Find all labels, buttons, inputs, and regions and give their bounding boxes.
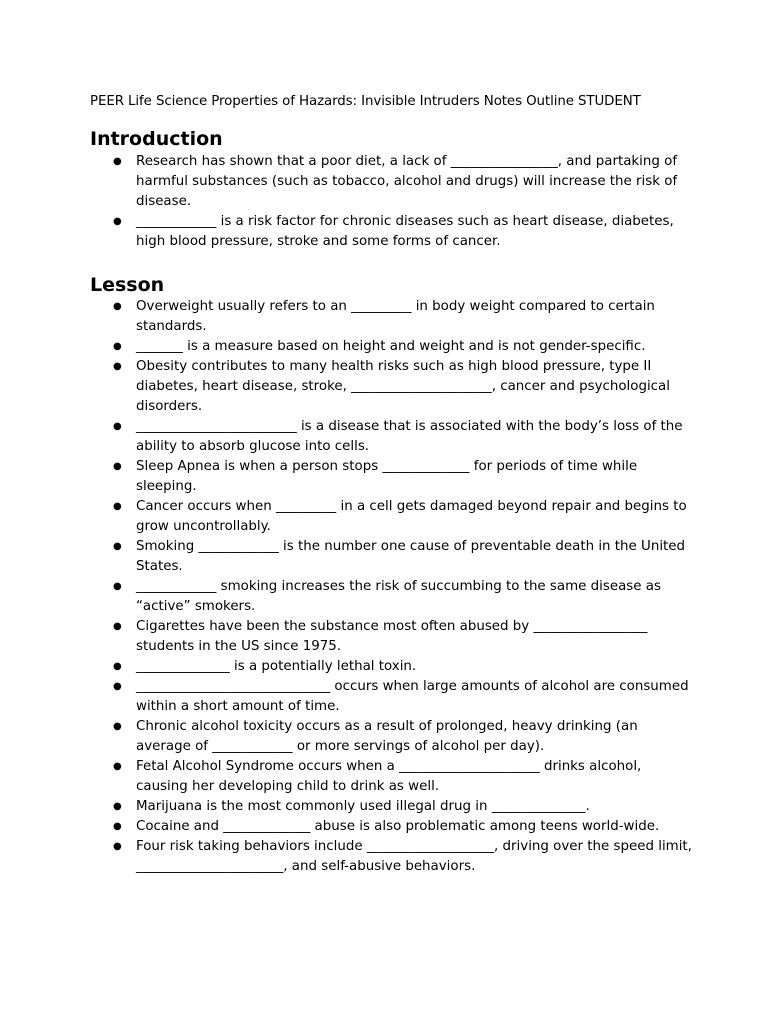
bullet-icon: ● xyxy=(113,761,122,772)
list-item xyxy=(112,717,692,757)
lesson-list xyxy=(112,297,692,877)
list-item xyxy=(112,457,692,497)
bullet-icon: ● xyxy=(113,541,122,552)
bullet-icon: ● xyxy=(113,841,122,852)
list-item xyxy=(112,757,692,797)
list-item xyxy=(112,337,692,357)
bullet-icon: ● xyxy=(113,801,122,812)
list-item-text: _______ is a measure based on height and weight and is not gender-specific. xyxy=(136,339,646,354)
list-item-text: _____________________________ occurs when large amounts of alcohol are consumed within a short amount of time. xyxy=(136,679,689,714)
bullet-icon: ● xyxy=(113,721,122,732)
lesson-heading: Lesson xyxy=(90,274,165,296)
list-item-text: Smoking ____________ is the number one cause of preventable death in the United States. xyxy=(136,539,686,574)
list-item xyxy=(112,797,692,817)
list-item-text: Cancer occurs when _________ in a cell gets damaged beyond repair and begins to grow uncontrollably. xyxy=(136,499,687,534)
list-item-text: Obesity contributes to many health risks such as high blood pressure, type II diabetes, heart disease, stroke, _____________________, cancer and psychological disorders. xyxy=(136,359,670,414)
list-item-text: Marijuana is the most commonly used illegal drug in ______________. xyxy=(136,799,590,814)
list-item-text: Fetal Alcohol Syndrome occurs when a _____________________ drinks alcohol, causing her developing child to drink as well. xyxy=(136,759,642,794)
bullet-icon: ● xyxy=(113,341,122,352)
introduction-heading: Introduction xyxy=(90,128,223,150)
document-title: PEER Life Science Properties of Hazards: Invisible Intruders Notes Outline STUDENT xyxy=(90,94,641,109)
list-item-text: Overweight usually refers to an _________ in body weight compared to certain standards. xyxy=(136,299,655,334)
list-item-text: Sleep Apnea is when a person stops _____________ for periods of time while sleeping. xyxy=(136,459,638,494)
bullet-icon: ● xyxy=(113,681,122,692)
bullet-icon: ● xyxy=(113,821,122,832)
introduction-list xyxy=(112,152,692,252)
bullet-icon: ● xyxy=(113,661,122,672)
list-item-text: Cigarettes have been the substance most often abused by _________________ students in the US since 1975. xyxy=(136,619,648,654)
list-item-text: Chronic alcohol toxicity occurs as a result of prolonged, heavy drinking (an average of ____________ or more servings of alcohol per day). xyxy=(136,719,638,754)
bullet-icon: ● xyxy=(113,621,122,632)
list-item xyxy=(112,152,692,212)
list-item-text: Cocaine and _____________ abuse is also problematic among teens world-wide. xyxy=(136,819,660,834)
list-item xyxy=(112,577,692,617)
list-item xyxy=(112,677,692,717)
bullet-icon: ● xyxy=(113,501,122,512)
bullet-icon: ● xyxy=(113,301,122,312)
bullet-icon: ● xyxy=(113,156,122,167)
list-item xyxy=(112,617,692,657)
list-item xyxy=(112,417,692,457)
list-item xyxy=(112,817,692,837)
list-item xyxy=(112,837,692,877)
list-item xyxy=(112,212,692,252)
list-item-text: ____________ smoking increases the risk of succumbing to the same disease as “active” smokers. xyxy=(136,579,661,614)
list-item xyxy=(112,497,692,537)
bullet-icon: ● xyxy=(113,216,122,227)
bullet-icon: ● xyxy=(113,581,122,592)
bullet-icon: ● xyxy=(113,461,122,472)
list-item-text: ______________ is a potentially lethal toxin. xyxy=(136,659,417,674)
bullet-icon: ● xyxy=(113,361,122,372)
list-item xyxy=(112,297,692,337)
list-item-text: Research has shown that a poor diet, a lack of ________________, and partaking of harmful substances (such as tobacco, alcohol and drugs) will increase the risk of disease. xyxy=(136,154,678,209)
list-item-text: ________________________ is a disease that is associated with the body’s loss of the ability to absorb glucose into cells. xyxy=(136,419,683,454)
list-item xyxy=(112,537,692,577)
list-item-text: Four risk taking behaviors include ___________________, driving over the speed limit, ______________________, and self-abusive behaviors. xyxy=(136,839,692,874)
list-item xyxy=(112,357,692,417)
list-item-text: ____________ is a risk factor for chronic diseases such as heart disease, diabetes, high blood pressure, stroke and some forms of cancer. xyxy=(136,214,674,249)
list-item xyxy=(112,657,692,677)
bullet-icon: ● xyxy=(113,421,122,432)
